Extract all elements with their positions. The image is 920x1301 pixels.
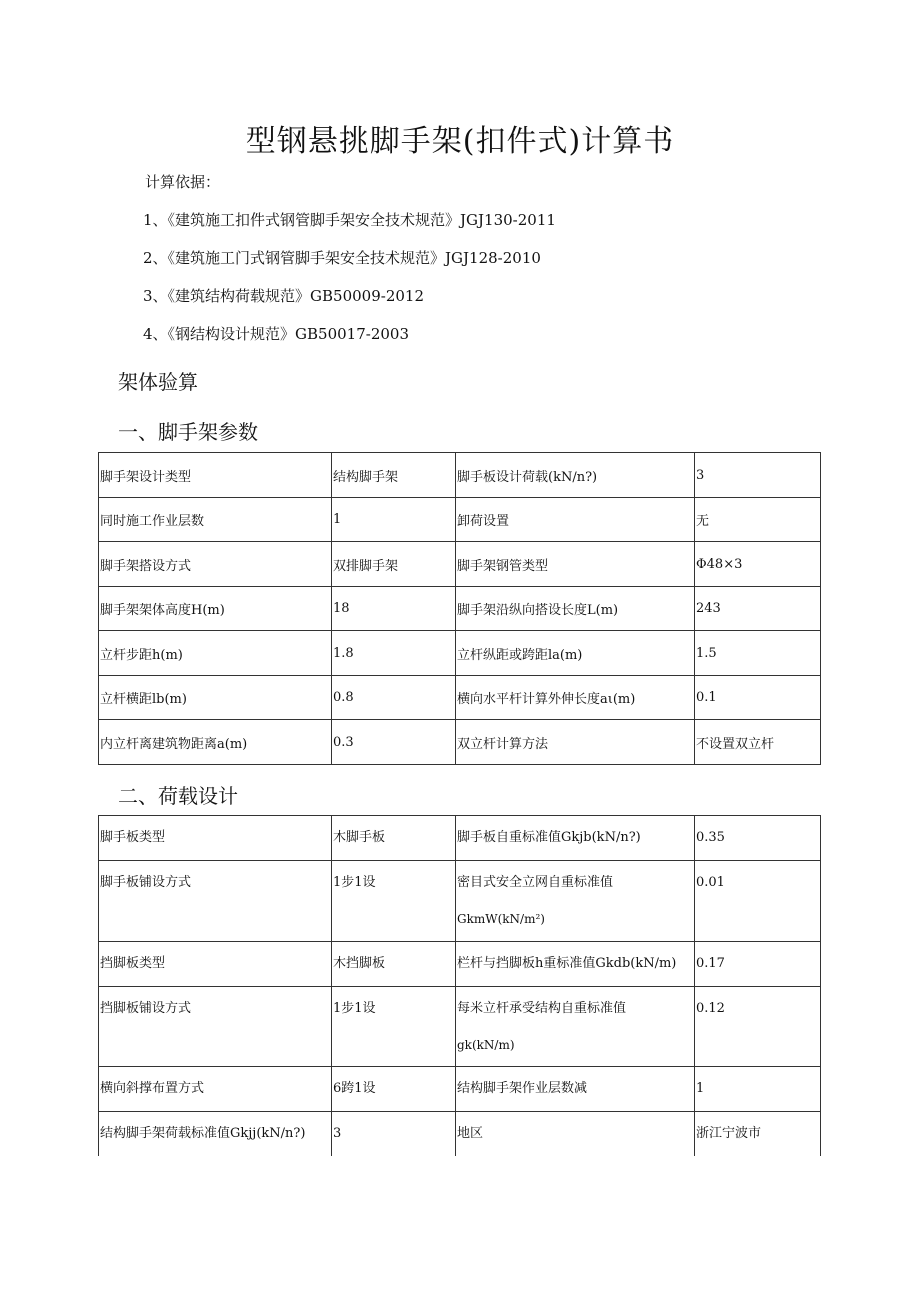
- document-title: 型钢悬挑脚手架(扣件式)计算书: [245, 124, 675, 159]
- param-value: 18: [332, 587, 456, 631]
- param-name: 立杆步距h(m): [99, 631, 332, 676]
- param-value: 1.8: [332, 631, 456, 676]
- param-name: 结构脚手架作业层数减: [456, 1067, 695, 1112]
- param-value: 1: [695, 1067, 821, 1112]
- param-value: 0.3: [332, 720, 456, 765]
- param-name: 地区: [456, 1112, 695, 1156]
- basis-label: 计算依据：: [145, 173, 221, 191]
- param-name: 卸荷设置: [456, 498, 695, 542]
- param-value: 1: [332, 498, 456, 542]
- param-value: 1步1设: [332, 861, 456, 942]
- table-row: [99, 861, 821, 942]
- table-row: [99, 676, 821, 720]
- table-row: [99, 720, 821, 765]
- param-value: 243: [695, 587, 821, 631]
- param-name: 结构脚手架荷载标准值Gkjj(kN/n?): [99, 1112, 332, 1156]
- param-name: 挡脚板类型: [99, 942, 332, 987]
- table-row: [99, 816, 821, 861]
- param-name: 同时施工作业层数: [99, 498, 332, 542]
- param-value: 3: [332, 1112, 456, 1156]
- param-name: 内立杆离建筑物距离a(m): [99, 720, 332, 765]
- table-row: [99, 987, 821, 1067]
- reference-item: 2、《建筑施工门式钢管脚手架安全技术规范》JGJ128-2010: [143, 249, 541, 267]
- param-name: 脚手架搭设方式: [99, 542, 332, 587]
- param-value: 木挡脚板: [332, 942, 456, 987]
- param-value: 0.01: [695, 861, 821, 942]
- param-value: 1步1设: [332, 987, 456, 1067]
- param-value: 0.35: [695, 816, 821, 861]
- param-value: 结构脚手架: [332, 453, 456, 498]
- param-value: 双排脚手架: [332, 542, 456, 587]
- reference-item: 3、《建筑结构荷载规范》GB50009-2012: [143, 287, 425, 305]
- param-value: 0.8: [332, 676, 456, 720]
- param-value: Φ48×3: [695, 542, 821, 587]
- param-name: 每米立杆承受结构自重标准值 gk(kN/m): [456, 987, 695, 1067]
- param-name: 脚手架钢管类型: [456, 542, 695, 587]
- reference-item: 4、《钢结构设计规范》GB50017-2003: [143, 325, 410, 343]
- param-name: 脚手板自重标准值Gkjb(kN/n?): [456, 816, 695, 861]
- param-value: 6跨1设: [332, 1067, 456, 1112]
- scaffold-params-table: [98, 452, 821, 765]
- load-design-table: [98, 815, 821, 1156]
- param-value: 0.12: [695, 987, 821, 1067]
- param-name: 密目式安全立网自重标准值 GkmW(kN/m²): [456, 861, 695, 942]
- param-name: 脚手架设计类型: [99, 453, 332, 498]
- param-name: 脚手板类型: [99, 816, 332, 861]
- reference-item: 1、《建筑施工扣件式钢管脚手架安全技术规范》JGJ130-2011: [143, 211, 556, 229]
- table-row: [99, 1112, 821, 1156]
- table-row: [99, 942, 821, 987]
- table-row: [99, 631, 821, 676]
- param-name: 挡脚板铺设方式: [99, 987, 332, 1067]
- param-name: 双立杆计算方法: [456, 720, 695, 765]
- param-value: 木脚手板: [332, 816, 456, 861]
- param-value: 无: [695, 498, 821, 542]
- table-row: [99, 587, 821, 631]
- param-name: 脚手架沿纵向搭设长度L(m): [456, 587, 695, 631]
- param-value: 0.17: [695, 942, 821, 987]
- body-heading: 架体验算: [118, 370, 198, 394]
- param-value: 浙江宁波市: [695, 1112, 821, 1156]
- param-name: 横向水平杆计算外伸长度aι(m): [456, 676, 695, 720]
- param-name: 脚手架架体高度H(m): [99, 587, 332, 631]
- param-name: 立杆横距lb(m): [99, 676, 332, 720]
- param-name: 横向斜撑布置方式: [99, 1067, 332, 1112]
- table-row: [99, 542, 821, 587]
- table-row: [99, 1067, 821, 1112]
- section1-heading: 一、脚手架参数: [118, 420, 258, 444]
- param-name: 脚手板铺设方式: [99, 861, 332, 942]
- param-name: 脚手板设计荷载(kN/n?): [456, 453, 695, 498]
- table-row: [99, 498, 821, 542]
- param-name: 立杆纵距或跨距la(m): [456, 631, 695, 676]
- param-name: 栏杆与挡脚板h重标准值Gkdb(kN/m): [456, 942, 695, 987]
- param-value: 0.1: [695, 676, 821, 720]
- param-value: 3: [695, 453, 821, 498]
- param-value: 不设置双立杆: [695, 720, 821, 765]
- section2-heading: 二、荷载设计: [118, 784, 238, 808]
- table-row: [99, 453, 821, 498]
- param-value: 1.5: [695, 631, 821, 676]
